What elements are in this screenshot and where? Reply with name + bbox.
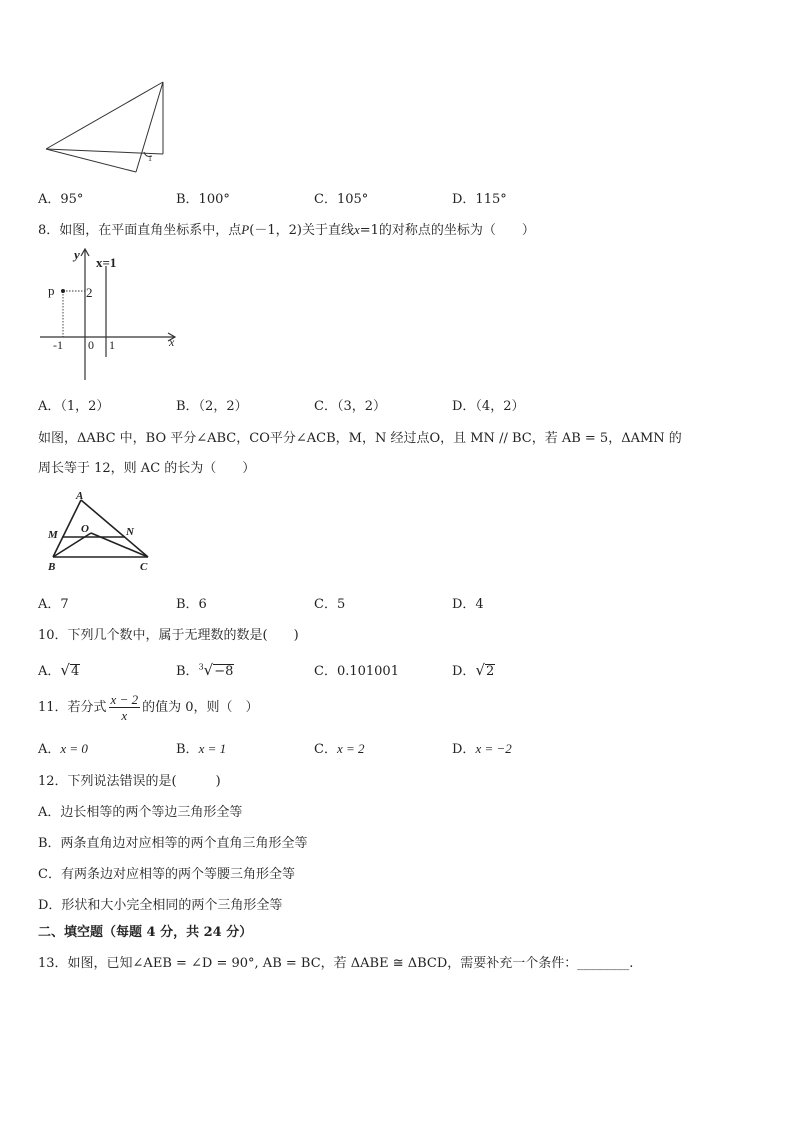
q8-question: 8．如图，在平面直角坐标系中，点P(－1，2)关于直线x=1的对称点的坐标为（ ） xyxy=(38,222,535,238)
q7-option-a[interactable]: A．95° xyxy=(38,192,84,207)
q10-option-b[interactable]: B．$^3$√−8 xyxy=(176,661,234,679)
q8-tick-1: 1 xyxy=(109,338,115,352)
q10-sqrt-4: 4 xyxy=(70,664,80,679)
q9-option-c[interactable]: C．5 xyxy=(314,597,346,612)
q9-label-c: C xyxy=(140,561,148,573)
q8-tick-neg1: -1 xyxy=(53,338,63,352)
q12-option-c[interactable]: C．有两条边对应相等的两个等腰三角形全等 xyxy=(38,867,295,882)
q8-coordinate-figure xyxy=(38,242,183,384)
q8-point-label: p xyxy=(48,283,55,298)
q9-option-b[interactable]: B．6 xyxy=(176,597,207,612)
q10-option-a[interactable]: A．√4 xyxy=(38,661,80,679)
q9-option-d[interactable]: D．4 xyxy=(452,597,484,612)
q8-option-d[interactable]: D．（4，2） xyxy=(452,399,525,414)
q10-cbrt-neg8: −8 xyxy=(214,664,234,679)
q8-option-b[interactable]: B．（2，2） xyxy=(176,399,248,414)
q9-question-line1: 如图，ΔABC 中，BO 平分∠ABC，CO平分∠ACB，M，N 经过点O，且 MN // BC，若 AB = 5，ΔAMN 的 xyxy=(38,431,682,446)
q7-triangle-figure xyxy=(40,76,175,176)
q9-label-a: A xyxy=(76,490,84,502)
q7-option-b[interactable]: B．100° xyxy=(176,192,230,207)
q7-option-d[interactable]: D．115° xyxy=(452,192,507,207)
q11-fraction: $\frac{x - 2}{x}$ xyxy=(110,692,139,723)
q11-option-a[interactable]: A．x = 0 xyxy=(38,741,88,757)
q13-question: 13．如图，已知∠AEB = ∠D = 90°, AB = BC，若 ΔABE ≅ ΔBCD，需要补充一个条件：________. xyxy=(38,956,634,971)
q10-question: 10．下列几个数中，属于无理数的数是( ) xyxy=(38,628,299,643)
q9-label-b: B xyxy=(48,561,56,573)
q12-option-a[interactable]: A．边长相等的两个等边三角形全等 xyxy=(38,805,243,820)
q8-tick-2: 2 xyxy=(86,285,93,300)
q11-option-c[interactable]: C．x = 2 xyxy=(314,741,365,757)
q11-question: 11．若分式 $\frac{x - 2}{x}$ 的值为 0，则（ ） xyxy=(38,692,259,723)
section-title-fill-in: 二、填空题（每题 4 分，共 24 分） xyxy=(38,925,253,940)
q8-y-axis-label: y xyxy=(74,247,80,262)
q10-option-d[interactable]: D．√2 xyxy=(452,661,495,679)
q7-angle-label: 1 xyxy=(148,154,152,163)
q12-option-b[interactable]: B．两条直角边对应相等的两个直角三角形全等 xyxy=(38,836,308,851)
q9-question-line2: 周长等于 12，则 AC 的长为（ ） xyxy=(38,461,256,476)
q9-label-m: M xyxy=(48,529,58,541)
q11-option-d[interactable]: D．x = −2 xyxy=(452,741,512,757)
q8-option-a[interactable]: A．（1，2） xyxy=(38,399,110,414)
q11-option-b[interactable]: B．x = 1 xyxy=(176,741,227,757)
q8-origin: 0 xyxy=(88,338,94,352)
q10-option-c[interactable]: C．0.101001 xyxy=(314,664,399,679)
q9-label-o: O xyxy=(81,523,89,535)
q10-sqrt-2: 2 xyxy=(486,664,495,679)
q12-question: 12．下列说法错误的是( ) xyxy=(38,774,221,789)
q9-triangle-figure xyxy=(44,488,156,574)
q12-option-d[interactable]: D．形状和大小完全相同的两个三角形全等 xyxy=(38,898,283,913)
q8-x-axis-label: x xyxy=(169,335,175,349)
q8-option-c[interactable]: C．（3，2） xyxy=(314,399,386,414)
q7-option-c[interactable]: C．105° xyxy=(314,192,369,207)
q9-option-a[interactable]: A．7 xyxy=(38,597,69,612)
q8-line-label: x=1 xyxy=(96,255,117,270)
q9-label-n: N xyxy=(126,526,134,538)
